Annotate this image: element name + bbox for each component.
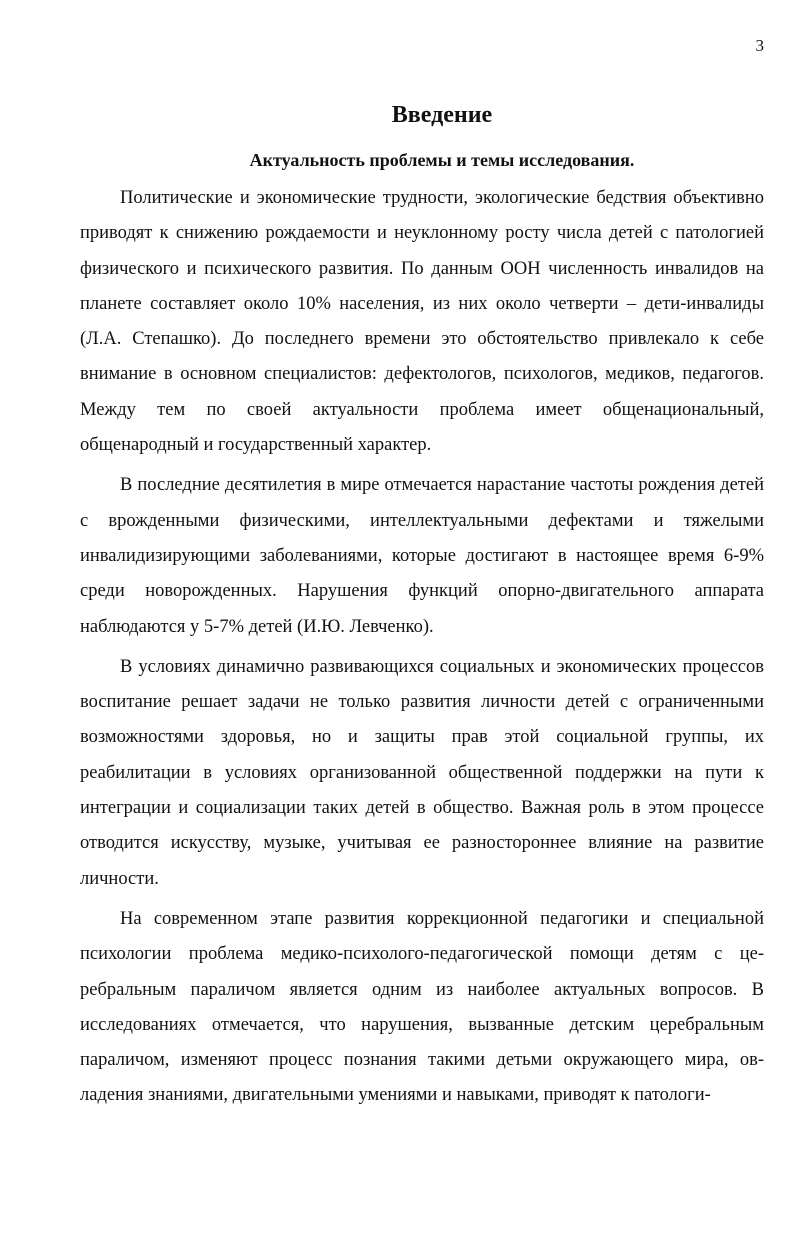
body-text [80,181,764,1114]
page-number: 3 [755,36,764,55]
paragraph: В последние десятилетия в мире отмечается нарастание частоты рождения детей с врожденными физическими, интеллектуальными дефектами и тяжелыми инвалидизирующими заболеваниями, которые достигают в настоящее время 6-9% среди новорожденных. Нарушения функций опорно-двигательного аппарата наблюдаются у 5-7% детей (И.Ю. Левченко). [80,475,764,637]
paragraph: В условиях динамично развивающихся социальных и экономических процессов воспитание решает задачи не только развития личности детей с ограниченными возможностями здоровья, но и защиты прав этой социальной группы, их реабилитации в условиях организованной общественной поддержки на пути к интеграции и социализации таких детей в общество. Важная роль в этом процессе отводится искусству, музыке, учитывая ее разностороннее влияние на развитие личности. [80,656,764,889]
section-title: Введение [391,102,493,128]
section-subtitle: Актуальность проблемы и темы исследования. [249,150,635,170]
paragraph: Политические и экономические трудности, экологические бедствия объективно приводят к снижению рождаемости и неуклонному росту числа детей с патологией физического и психического развития. По данным ООН численность инвалидов на планете составляет около 10% населения, из них около четверти – дети-инвалиды (Л.А. Степашко). До последнего времени это обстоятельство привлекало к себе внимание в основном специалистов: дефектологов, психологов, медиков, педагогов. Между тем по своей актуальности проблема имеет общенациональный, общенародный и государственный характер. [80,188,764,456]
paragraph: На современном этапе развития коррекционной педагогики и специальной психологии проблема медико-психолого-педагогической помощи детям с церебральным параличом является одним из наиболее актуальных вопросов. В исследованиях отмечается, что нарушения, вызванные детским церебральным параличом, изменяют процесс познания такими детьми окружающего мира, овладения знаниями, двигательными умениями и навыками, приводят к патологи- [80,908,764,1106]
